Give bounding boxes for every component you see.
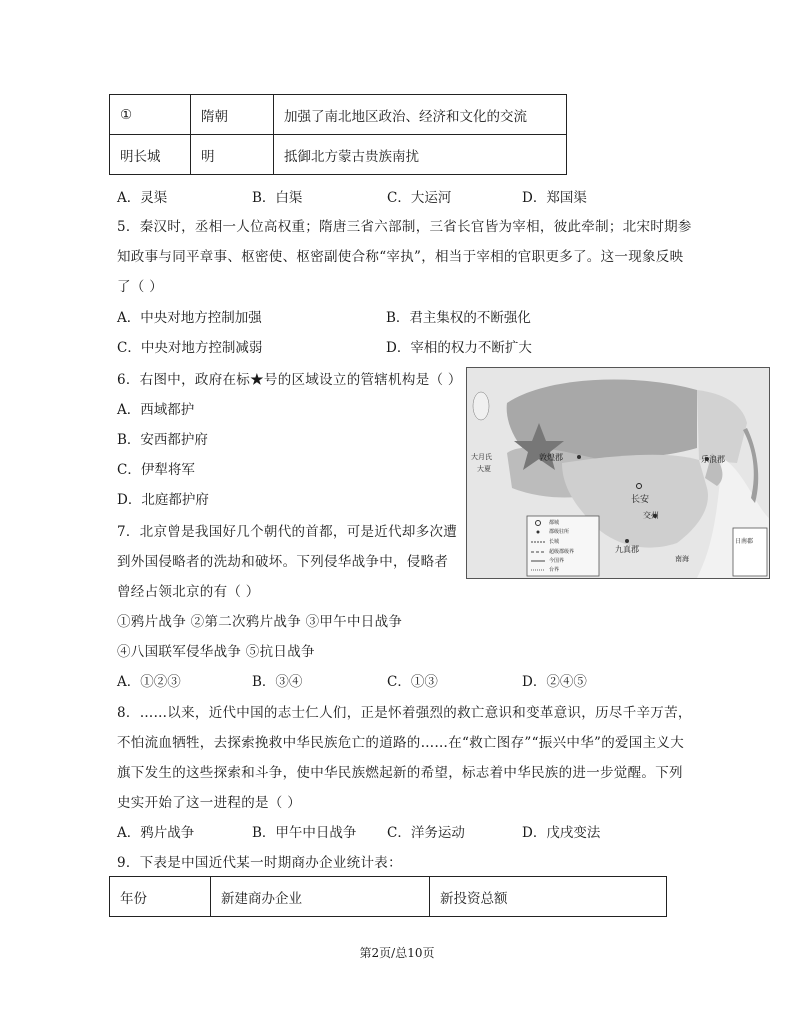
q4-option-a[interactable]: A．灵渠	[117, 190, 168, 206]
table-q9	[109, 876, 667, 917]
page-footer: 第2页/总10页	[359, 946, 435, 960]
map-label: 敦煌郡	[539, 453, 563, 462]
q8-stem-line: 8．……以来，近代中国的志士仁人们，正是怀着强烈的救亡意识和变革意识，历尽千辛万苦，	[117, 705, 692, 721]
q8-stem-line: 史实开始了这一进程的是（ ）	[117, 795, 301, 811]
q7-option-a[interactable]: A．①②③	[117, 674, 181, 690]
q6-stem: 6．右图中，政府在标★号的区域设立的管辖机构是（ ）	[117, 372, 462, 388]
q7-stem-line: 曾经占领北京的有（ ）	[117, 584, 260, 600]
q9-stem: 9．下表是中国近代某一时期商办企业统计表：	[117, 855, 402, 871]
map-label: 交州	[643, 511, 659, 520]
q5-stem-line: 知政事与同平章事、枢密使、枢密副使合称“宰执”，相当于宰相的官职更多了。这一现象反映	[117, 249, 684, 265]
table-header-cell: 新建商办企业	[211, 877, 430, 917]
map-label: 乐浪郡	[701, 455, 725, 464]
map-label: 大夏	[477, 465, 491, 473]
map-label: 长安	[631, 495, 650, 505]
q5-option-b[interactable]: B．君主集权的不断强化	[386, 310, 531, 326]
q8-option-b[interactable]: B．甲午中日战争	[252, 825, 357, 841]
q5-option-a[interactable]: A．中央对地方控制加强	[117, 310, 262, 326]
q5-stem-line: 了（ ）	[117, 279, 163, 295]
q7-stem-line: 7．北京曾是我国好几个朝代的首都，可是近代却多次遭	[117, 524, 458, 540]
table-cell: 加强了南北地区政治、经济和文化的交流	[274, 95, 567, 135]
table-row	[110, 95, 567, 135]
map-legend-item: 台界	[549, 567, 560, 573]
table-header-row	[110, 877, 667, 917]
q8-stem-line: 旗下发生的这些探索和斗争，使中华民族燃起新的希望，标志着中华民族的进一步觉醒。下列	[117, 765, 683, 781]
map-label: 南海	[675, 555, 689, 563]
q5-stem-line: 5．秦汉时，丞相一人位高权重；隋唐三省六部制，三省长官皆为宰相，彼此牵制；北宋时期参	[117, 219, 692, 235]
map-legend-item: 今国界	[549, 558, 565, 564]
q6-option-d[interactable]: D．北庭都护府	[117, 492, 209, 508]
table-row	[110, 135, 567, 175]
table-cell: 明	[191, 135, 274, 175]
map-label: 九真郡	[615, 545, 639, 554]
table-cell: 抵御北方蒙古贵族南扰	[274, 135, 567, 175]
map-legend-item: 都城	[549, 520, 560, 526]
table-cell: ①	[110, 95, 191, 135]
q8-option-a[interactable]: A．鸦片战争	[117, 825, 195, 841]
map-legend-item: 超级郡级界	[549, 549, 575, 555]
q7-option-d[interactable]: D．②④⑤	[522, 674, 587, 690]
q8-option-d[interactable]: D．戊戌变法	[522, 825, 601, 841]
map-legend-item: 郡级驻所	[549, 529, 570, 535]
q6-option-a[interactable]: A．西域都护	[117, 402, 195, 418]
q8-stem-line: 不怕流血牺牲，去探索挽救中华民族危亡的道路的……在“救亡图存”“振兴中华”的爱国主义大	[117, 735, 685, 751]
q7-option-c[interactable]: C．①③	[387, 674, 438, 690]
table-header-cell: 年份	[110, 877, 211, 917]
q4-option-b[interactable]: B．白渠	[252, 190, 303, 206]
table-q4	[109, 94, 567, 175]
map-label: 大月氏	[471, 453, 492, 461]
map-legend-item: 长城	[549, 539, 560, 545]
q7-choice-list: ①鸦片战争 ②第二次鸦片战争 ③甲午中日战争	[117, 614, 403, 630]
q8-option-c[interactable]: C．洋务运动	[387, 825, 465, 841]
q7-choice-list: ④八国联军侵华战争 ⑤抗日战争	[117, 644, 315, 660]
table-cell: 隋朝	[191, 95, 274, 135]
q4-option-c[interactable]: C．大运河	[387, 190, 452, 206]
q5-option-d[interactable]: D．宰相的权力不断扩大	[386, 340, 532, 356]
map-label: 日南郡	[735, 538, 754, 545]
table-header-cell: 新投资总额	[430, 877, 667, 917]
table-cell: 明长城	[110, 135, 191, 175]
q5-option-c[interactable]: C．中央对地方控制减弱	[117, 340, 263, 356]
q6-option-b[interactable]: B．安西都护府	[117, 432, 208, 448]
han-dynasty-map	[466, 367, 770, 579]
q7-stem-line: 到外国侵略者的洗劫和破坏。下列侵华战争中，侵略者	[117, 554, 449, 570]
q6-option-c[interactable]: C．伊犁将军	[117, 462, 195, 478]
q7-option-b[interactable]: B．③④	[252, 674, 303, 690]
q4-option-d[interactable]: D．郑国渠	[522, 190, 587, 206]
